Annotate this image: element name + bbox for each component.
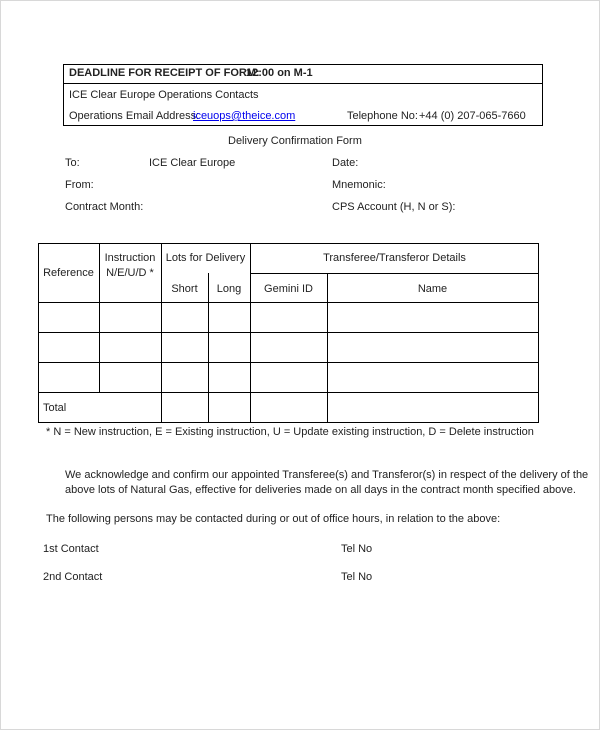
contacts-intro: The following persons may be contacted during or out of office hours, in relation to the above: [46, 513, 501, 525]
table-line-col2 [161, 243, 162, 423]
form-title: Delivery Confirmation Form [228, 135, 362, 147]
table-line-row2 [38, 362, 539, 363]
header-lots: Lots for Delivery [165, 252, 246, 264]
acknowledgement-line1: We acknowledge and confirm our appointed Transferee(s) and Transferor(s) in respect of the delivery of the [65, 469, 589, 481]
contract-month-label: Contract Month: [65, 201, 144, 213]
header-instruction-line2: N/E/U/D * [106, 267, 154, 279]
contacts-title: ICE Clear Europe Operations Contacts [69, 89, 259, 101]
second-contact-tel-label: Tel No [341, 571, 373, 583]
email-link[interactable]: iceuops@theice.com [193, 110, 296, 122]
header-reference: Reference [43, 267, 94, 279]
first-contact-label: 1st Contact [43, 543, 99, 555]
telephone-label: Telephone No: [347, 110, 418, 122]
to-value: ICE Clear Europe [149, 157, 236, 169]
acknowledgement-line2: above lots of Natural Gas, effective for deliveries made on all days in the contract month specified above. [65, 484, 576, 496]
first-contact-tel-label: Tel No [341, 543, 373, 555]
cps-account-label: CPS Account (H, N or S): [332, 201, 456, 213]
deadline-value: 12:00 on M-1 [246, 67, 313, 79]
mnemonic-label: Mnemonic: [332, 179, 386, 191]
to-label: To: [65, 157, 80, 169]
table-line-col1 [99, 243, 100, 392]
telephone-value: +44 (0) 207-065-7660 [419, 110, 526, 122]
header-instruction-line1: Instruction [104, 252, 156, 264]
table-line-right [538, 243, 539, 423]
table-line-col5 [327, 273, 328, 423]
header-transferee: Transferee/Transferor Details [323, 252, 466, 264]
header-short: Short [171, 283, 198, 295]
delivery-table [38, 243, 539, 423]
deadline-divider [64, 83, 542, 84]
email-label: Operations Email Address: [69, 110, 200, 122]
table-line-col3 [208, 273, 209, 423]
footnote: * N = New instruction, E = Existing instruction, U = Update existing instruction, D = Delete instruction [46, 426, 534, 438]
date-label: Date: [332, 157, 359, 169]
table-line-bottom [38, 422, 539, 423]
table-line-subheader [250, 273, 539, 274]
table-line-top [38, 243, 539, 244]
table-line-col4 [250, 243, 251, 423]
from-label: From: [65, 179, 94, 191]
second-contact-label: 2nd Contact [43, 571, 103, 583]
header-long: Long [216, 283, 242, 295]
header-gemini: Gemini ID [264, 283, 313, 295]
table-line-row3 [38, 392, 539, 393]
total-label: Total [43, 402, 67, 414]
table-line-row1 [38, 332, 539, 333]
table-line-header-bottom [38, 302, 539, 303]
deadline-label: DEADLINE FOR RECEIPT OF FORM: [69, 67, 260, 79]
header-name: Name [417, 283, 448, 295]
